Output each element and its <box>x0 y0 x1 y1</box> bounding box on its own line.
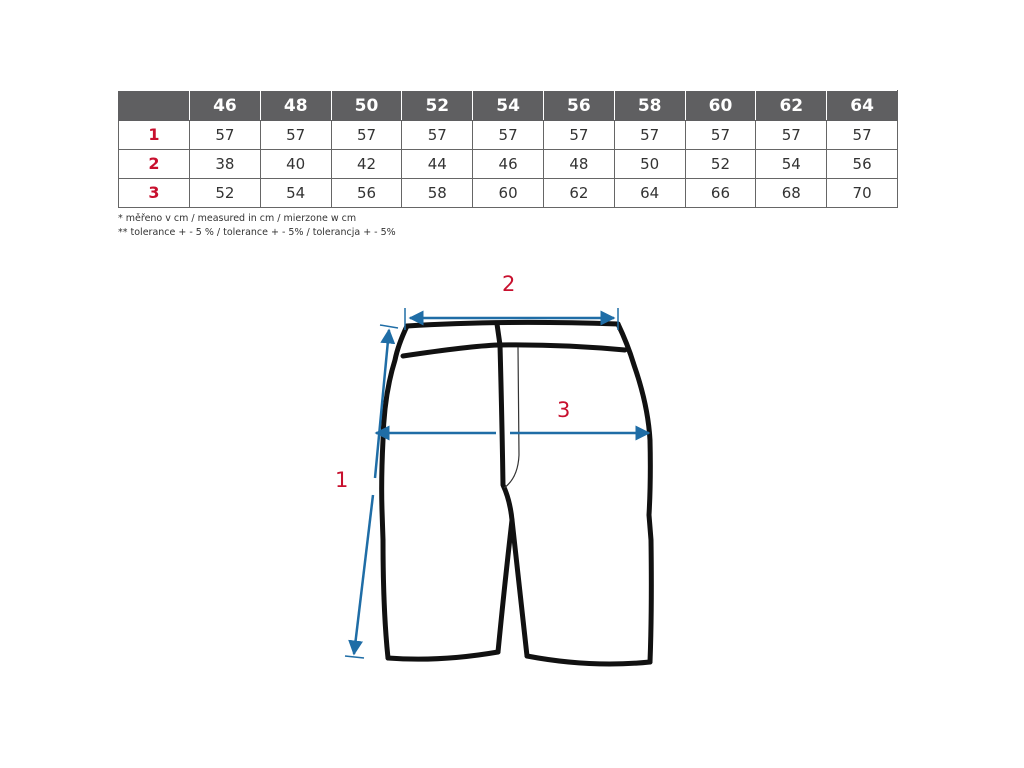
table-cell: 54 <box>756 150 827 179</box>
table-cell: 66 <box>685 179 756 208</box>
right-leg-inseam <box>512 520 527 656</box>
table-cell: 56 <box>827 150 898 179</box>
tolerance-note: ** tolerance + - 5 % / tolerance + - 5% / tolerancja + - 5% <box>118 227 396 238</box>
table-cell: 57 <box>473 121 544 150</box>
table-cell: 57 <box>756 121 827 150</box>
row-label-length: 1 <box>119 121 190 150</box>
size-header-cell: 52 <box>402 91 473 121</box>
size-header-cell: 58 <box>614 91 685 121</box>
table-cell: 62 <box>543 179 614 208</box>
table-cell: 54 <box>260 179 331 208</box>
size-header-cell: 48 <box>260 91 331 121</box>
table-cell: 64 <box>614 179 685 208</box>
table-cell: 57 <box>614 121 685 150</box>
size-header-cell: 62 <box>756 91 827 121</box>
table-cell: 42 <box>331 150 402 179</box>
size-header-cell: 50 <box>331 91 402 121</box>
measurement-unit-note: * měřeno v cm / measured in cm / mierzone w cm <box>118 213 357 224</box>
row-label-waist: 2 <box>119 150 190 179</box>
table-cell: 57 <box>827 121 898 150</box>
row-label-hip: 3 <box>119 179 190 208</box>
table-cell: 56 <box>331 179 402 208</box>
right-leg-outer-seam <box>618 324 651 662</box>
waist-label: 2 <box>502 272 516 296</box>
table-cell: 60 <box>473 179 544 208</box>
table-cell: 40 <box>260 150 331 179</box>
left-leg-inseam <box>498 520 512 652</box>
left-leg-hem <box>388 652 498 659</box>
fly-stitch <box>504 347 519 488</box>
table-cell: 57 <box>331 121 402 150</box>
table-cell: 57 <box>543 121 614 150</box>
table-cell: 58 <box>402 179 473 208</box>
shorts-outline <box>382 322 652 664</box>
waistband-top-edge <box>407 322 618 326</box>
size-header-cell: 54 <box>473 91 544 121</box>
table-cell: 48 <box>543 150 614 179</box>
table-cell: 50 <box>614 150 685 179</box>
table-cell: 57 <box>260 121 331 150</box>
table-cell: 52 <box>190 179 261 208</box>
table-cell: 38 <box>190 150 261 179</box>
center-front-seam <box>497 324 512 520</box>
table-cell: 70 <box>827 179 898 208</box>
length-label: 1 <box>335 468 349 492</box>
hip-label: 3 <box>557 398 571 422</box>
table-cell: 46 <box>473 150 544 179</box>
size-header-cell: 56 <box>543 91 614 121</box>
table-cell: 57 <box>190 121 261 150</box>
size-header-cell: 46 <box>190 91 261 121</box>
table-cell: 57 <box>402 121 473 150</box>
size-header-cell: 60 <box>685 91 756 121</box>
table-cell: 44 <box>402 150 473 179</box>
size-header-cell: 64 <box>827 91 898 121</box>
waistband-bottom-edge <box>403 345 625 356</box>
right-leg-hem <box>527 656 650 664</box>
table-cell: 68 <box>756 179 827 208</box>
table-cell: 57 <box>685 121 756 150</box>
table-cell: 52 <box>685 150 756 179</box>
